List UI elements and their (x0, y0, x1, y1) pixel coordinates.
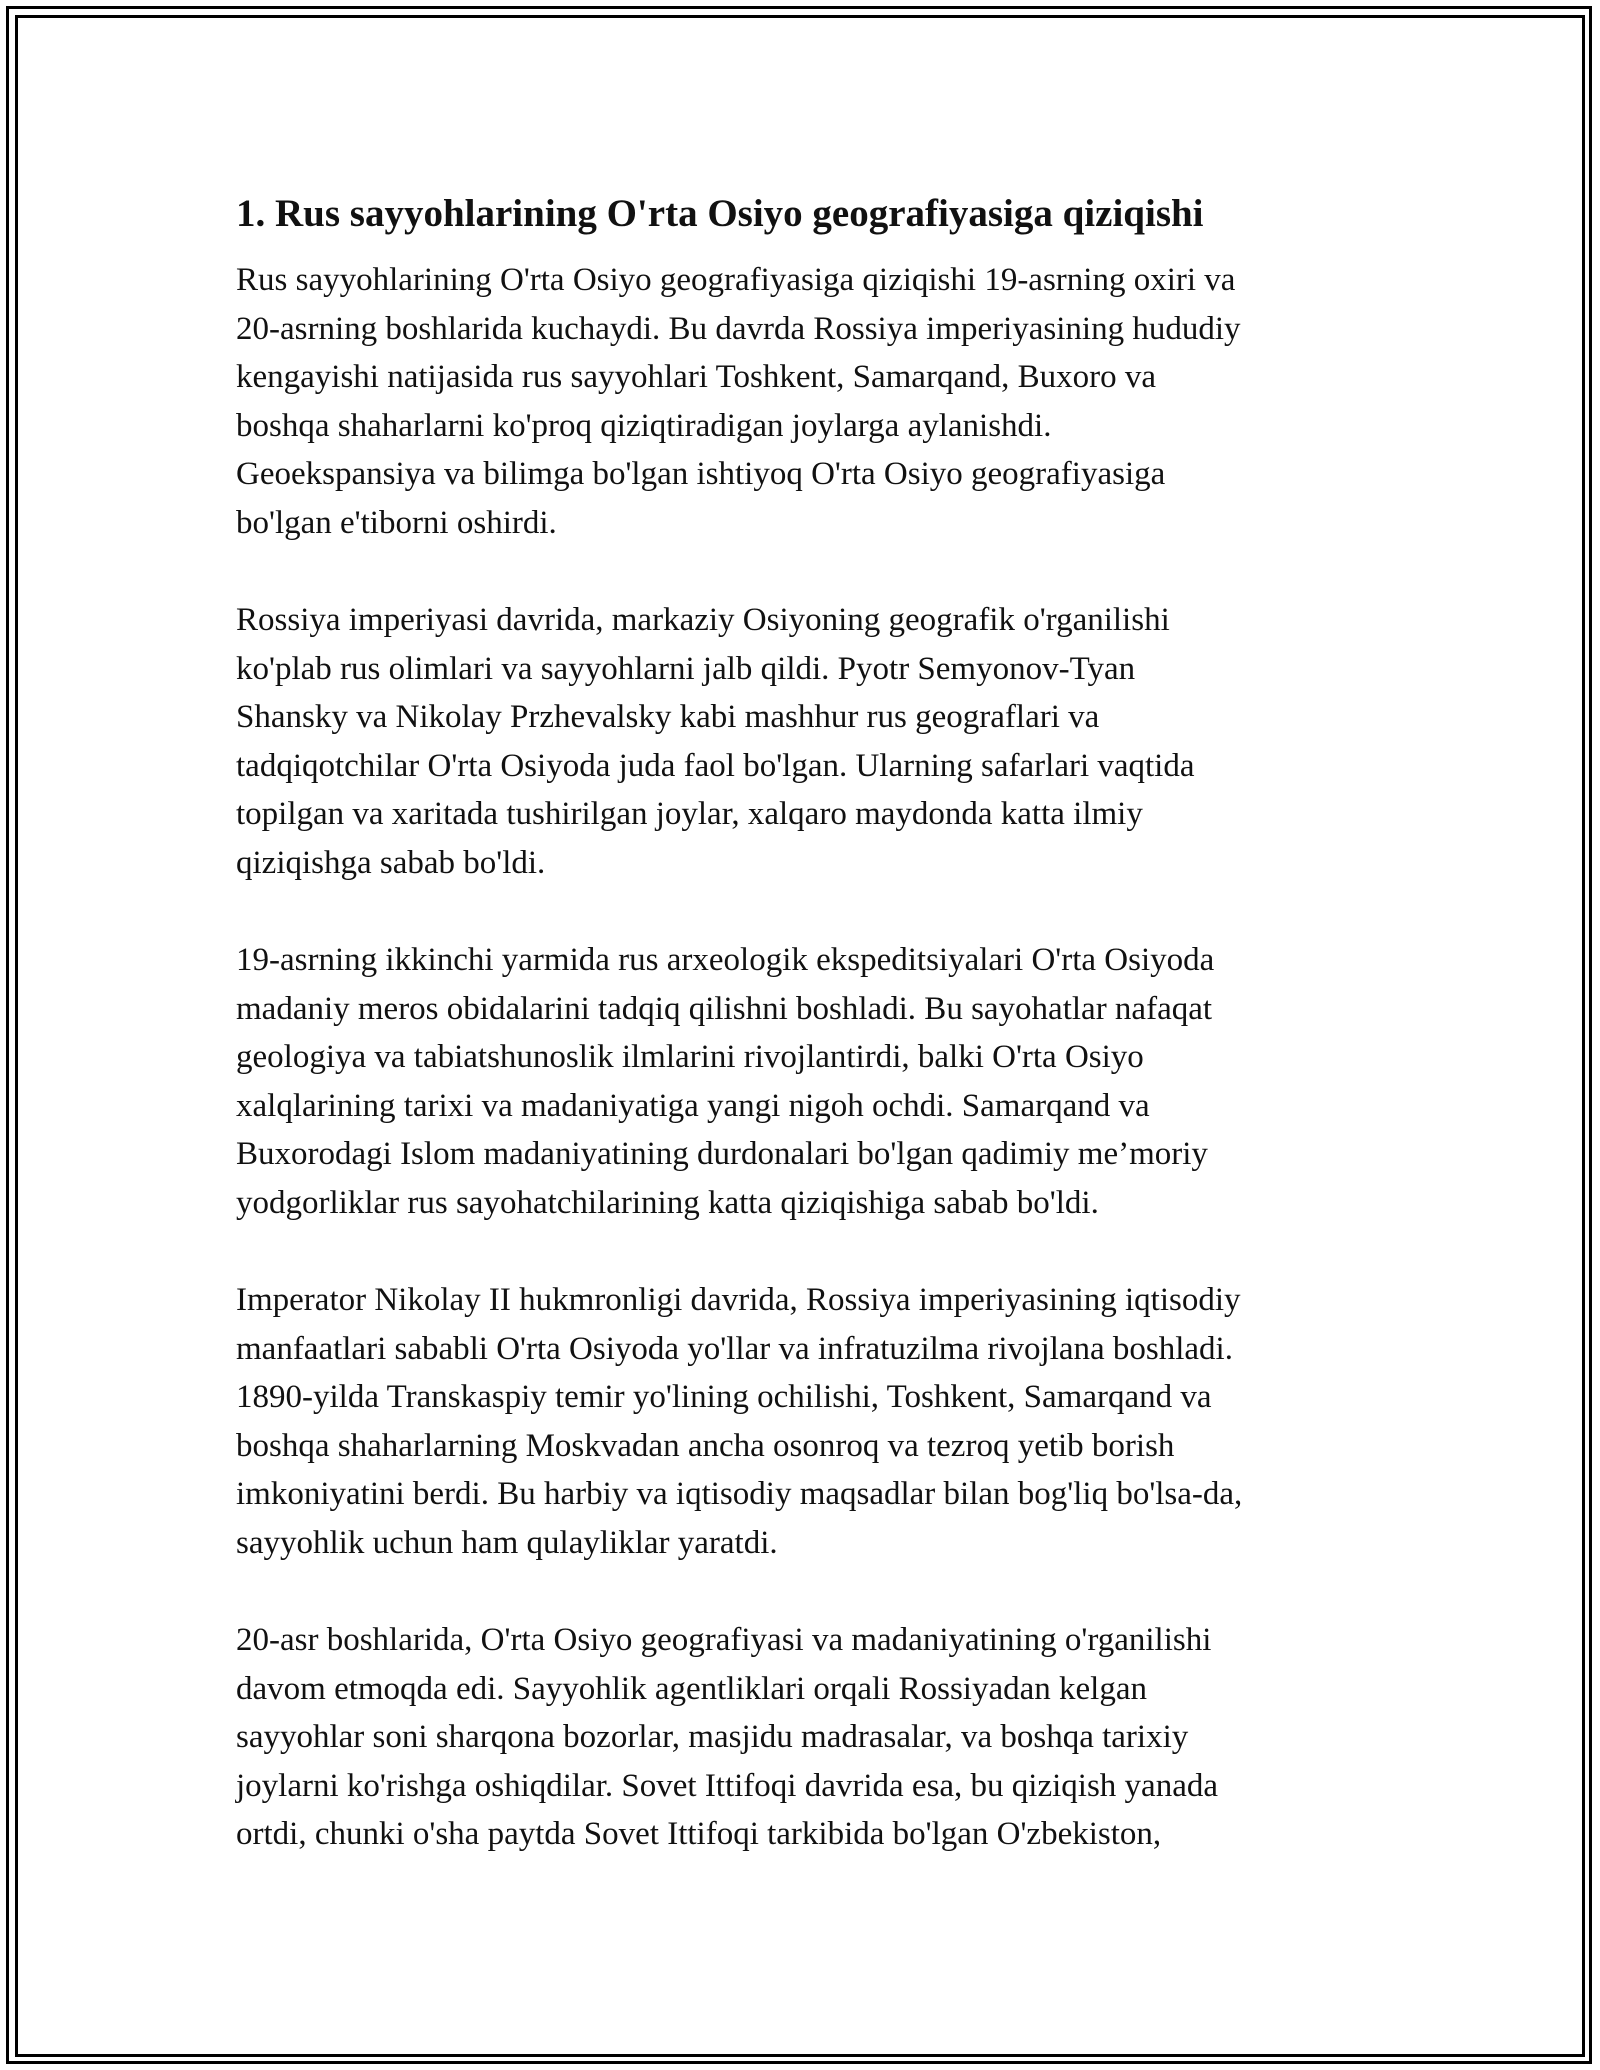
body-paragraph (236, 1616, 1376, 1859)
text-line: Buxorodagi Islom madaniyatining durdonalari bo'lgan qadimiy me’moriy (236, 1136, 1208, 1172)
text-line: davom etmoqda edi. Sayyohlik agentliklari orqali Rossiyadan kelgan (236, 1670, 1147, 1707)
text-line: Geoekspansiya va bilimga bo'lgan ishtiyoq O'rta Osiyo geografiyasiga (236, 456, 1166, 492)
text-line: xalqlarining tarixi va madaniyatiga yangi nigoh ochdi. Samarqand va (236, 1087, 1150, 1124)
text-line: tadqiqotchilar O'rta Osiyoda juda faol bo'lgan. Ularning safarlari vaqtida (236, 747, 1195, 784)
text-line: boshqa shaharlarning Moskvadan ancha osonroq va tezroq yetib borish (236, 1427, 1175, 1464)
text-line: 19-asrning ikkinchi yarmida rus arxeologik ekspeditsiyalari O'rta Osiyoda (236, 942, 1215, 978)
text-line: 20-asrning boshlarida kuchaydi. Bu davrda Rossiya imperiyasining hududiy (236, 310, 1241, 347)
body-paragraph (236, 936, 1376, 1227)
text-line: Rossiya imperiyasi davrida, markaziy Osiyoning geografik o'rganilishi (236, 602, 1170, 638)
text-line: 1890-yilda Transkaspiy temir yo'lining ochilishi, Toshkent, Samarqand va (236, 1379, 1212, 1415)
text-line: 20-asr boshlarida, O'rta Osiyo geografiyasi va madaniyatining o'rganilishi (236, 1622, 1212, 1658)
text-line: bo'lgan e'tiborni oshirdi. (236, 504, 557, 541)
text-line: ko'plab rus olimlari va sayyohlarni jalb qildi. Pyotr Semyonov-Tyan (236, 650, 1136, 687)
page-content (236, 188, 1376, 1908)
text-line: manfaatlari sababli O'rta Osiyoda yo'llar va infratuzilma rivojlana boshladi. (236, 1330, 1233, 1367)
text-line: boshqa shaharlarni ko'proq qiziqtiradigan joylarga aylanishdi. (236, 407, 1052, 444)
text-line: topilgan va xaritada tushirilgan joylar, xalqaro maydonda katta ilmiy (236, 796, 1143, 832)
text-line: sayyohlar soni sharqona bozorlar, masjidu madrasalar, va boshqa tarixiy (236, 1719, 1189, 1755)
text-line: Shansky va Nikolay Przhevalsky kabi mashhur rus geograflari va (236, 699, 1100, 735)
text-line: imkoniyatini berdi. Bu harbiy va iqtisodiy maqsadlar bilan bog'liq bo'lsa-da, (236, 1476, 1243, 1512)
text-line: kengayishi natijasida rus sayyohlari Toshkent, Samarqand, Buxoro va (236, 359, 1156, 395)
text-line: yodgorliklar rus sayohatchilarining katta qiziqishiga sabab bo'ldi. (236, 1184, 1099, 1221)
body-paragraph (236, 1276, 1376, 1567)
text-line: ortdi, chunki o'sha paytda Sovet Ittifoqi tarkibida bo'lgan O'zbekiston, (236, 1816, 1162, 1852)
text-line: joylarni ko'rishga oshiqdilar. Sovet Ittifoqi davrida esa, bu qiziqish yanada (236, 1767, 1218, 1804)
text-line: geologiya va tabiatshunoslik ilmlarini rivojlantirdi, balki O'rta Osiyo (236, 1039, 1144, 1075)
text-line: Imperator Nikolay II hukmronligi davrida, Rossiya imperiyasining iqtisodiy (236, 1282, 1241, 1318)
text-line: madaniy meros obidalarini tadqiq qilishni boshladi. Bu sayohatlar nafaqat (236, 990, 1213, 1027)
text-line: qiziqishga sabab bo'ldi. (236, 844, 546, 881)
section-heading: 1. Rus sayyohlarining O'rta Osiyo geografiyasiga qiziqishi (236, 192, 1204, 235)
paragraph-list (236, 256, 1376, 1859)
text-line: Rus sayyohlarining O'rta Osiyo geografiyasiga qiziqishi 19-asrning oxiri va (236, 262, 1236, 298)
body-paragraph (236, 596, 1376, 887)
text-line: sayyohlik uchun ham qulayliklar yaratdi. (236, 1524, 778, 1561)
body-paragraph (236, 256, 1376, 547)
